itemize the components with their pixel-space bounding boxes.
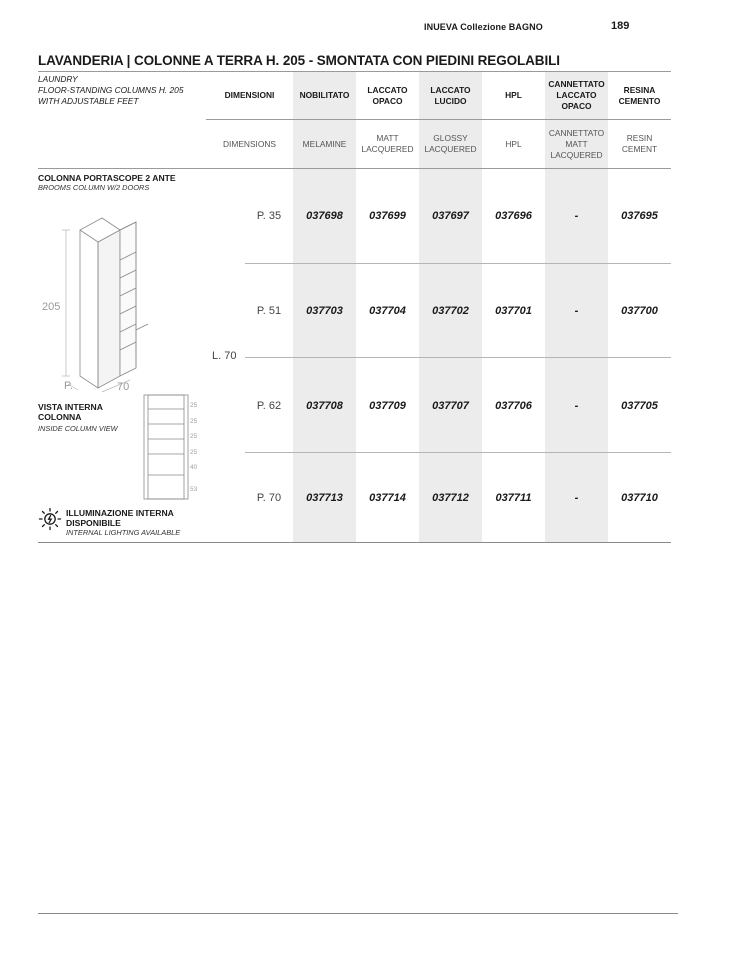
col-header-hpl-it: HPL: [505, 90, 522, 100]
row-rule-1: [245, 263, 671, 264]
col-header-resin-it: RESINA CEMENTO: [618, 84, 661, 106]
height-dimension: 205: [42, 301, 61, 313]
code-cell: -: [574, 492, 579, 504]
col-header-dimensions-en: DIMENSIONS: [222, 138, 277, 149]
code-cell: 037702: [432, 305, 469, 317]
code-cell: 037711: [495, 492, 532, 504]
lighting-title-en: INTERNAL LIGHTING AVAILABLE: [66, 528, 181, 537]
col-header-melamine-it: NOBILITATO: [299, 90, 350, 100]
code-cell: -: [574, 210, 579, 222]
code-cell: 037704: [369, 305, 406, 317]
code-cell: 037708: [306, 400, 343, 412]
width-dimension: 70: [117, 381, 130, 393]
page-number: 189: [611, 20, 630, 32]
code-cell: 037707: [432, 400, 469, 412]
inside-view-title-1: VISTA INTERNA: [38, 402, 103, 412]
code-cell: 037713: [306, 492, 343, 504]
code-cell: 037696: [495, 210, 532, 222]
product-block: [38, 173, 176, 193]
table-bottom-rule: [38, 542, 671, 543]
code-cell: 037714: [369, 492, 406, 504]
column-drawing: [38, 200, 208, 396]
inside-view-block: [38, 402, 118, 434]
subtitle-en: LAUNDRY FLOOR-STANDING COLUMNS H. 205 WITH ADJUSTABLE FEET: [38, 74, 184, 106]
code-cell: -: [574, 305, 579, 317]
lighting-title-2: DISPONIBILE: [66, 518, 121, 528]
width-label: L. 70: [212, 350, 237, 362]
inside-view-title-2: COLONNA: [38, 412, 82, 422]
lighting-title-1: ILLUMINAZIONE INTERNA: [66, 508, 174, 518]
col-header-dimensions-it: DIMENSIONI: [224, 90, 275, 100]
col-header-cannettato-en: CANNETTATO MATT LACQUERED: [548, 127, 605, 160]
inside-view-title-en: INSIDE COLUMN VIEW: [38, 424, 118, 433]
row-depth: P. 62: [256, 400, 282, 412]
lighting-block: [66, 508, 180, 538]
product-name: COLONNA PORTASCOPE 2 ANTE: [38, 173, 176, 183]
code-cell: 037709: [369, 400, 406, 412]
code-cell: 037710: [621, 492, 658, 504]
header-rule-2: [38, 168, 671, 169]
col-header-melamine-en: MELAMINE: [302, 138, 347, 149]
code-cell: 037705: [621, 400, 658, 412]
code-cell: 037701: [495, 305, 532, 317]
code-cell: 037699: [369, 210, 406, 222]
row-rule-2: [245, 357, 671, 358]
col-header-matt-en: MATT LACQUERED: [361, 133, 414, 154]
row-rule-3: [245, 452, 671, 453]
code-cell: 037700: [621, 305, 658, 317]
col-header-cannettato-it: CANNETTATO LACCATO OPACO: [548, 79, 605, 111]
page-title: LAVANDERIA | COLONNE A TERRA H. 205 - SMONTATA CON PIEDINI REGOLABILI: [38, 53, 560, 68]
depth-dimension: P.: [64, 380, 73, 392]
code-cell: 037695: [621, 210, 658, 222]
inside-view-dims: 25 25 25 25 40 53: [190, 402, 198, 493]
code-cell: 037706: [495, 400, 532, 412]
code-cell: 037697: [432, 210, 469, 222]
inside-view-drawing: [142, 393, 190, 503]
col-header-glossy-it: LACCATO LUCIDO: [430, 84, 471, 106]
footer-rule: [38, 913, 678, 914]
col-header-hpl-en: HPL: [505, 138, 522, 149]
product-name-en: BROOMS COLUMN W/2 DOORS: [38, 183, 150, 192]
code-cell: -: [574, 400, 579, 412]
col-header-glossy-en: GLOSSY LACQUERED: [424, 133, 477, 154]
row-depth: P. 51: [256, 305, 282, 317]
row-depth: P. 35: [256, 210, 282, 222]
code-cell: 037698: [306, 210, 343, 222]
brand-header: INUEVA Collezione BAGNO: [424, 22, 543, 32]
col-header-resin-en: RESIN CEMENT: [621, 133, 658, 154]
col-header-matt-it: LACCATO OPACO: [367, 84, 408, 106]
row-depth: P. 70: [256, 492, 282, 504]
lighting-icon: [38, 507, 62, 531]
code-cell: 037712: [432, 492, 469, 504]
code-cell: 037703: [306, 305, 343, 317]
